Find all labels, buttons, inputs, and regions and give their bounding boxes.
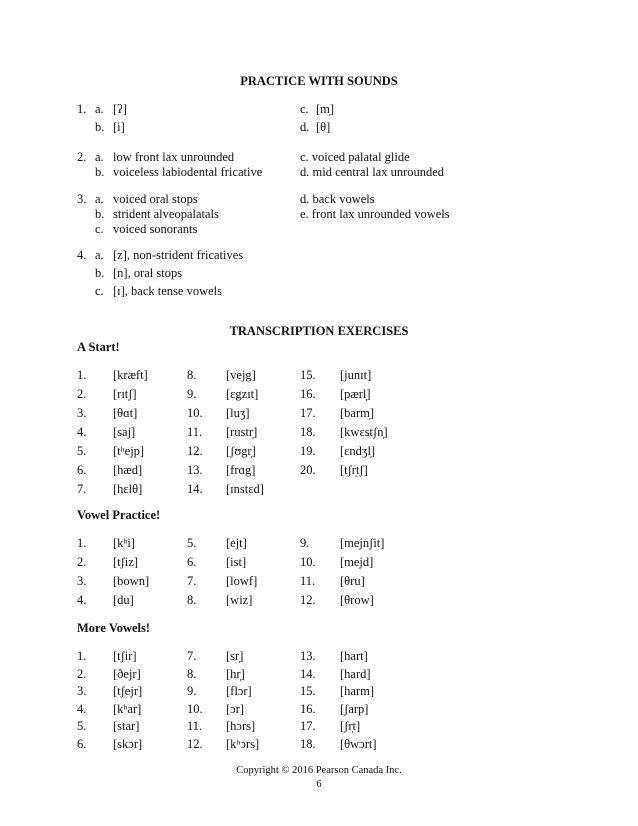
exercise-number: 4. bbox=[77, 593, 87, 607]
exercise-number: 19. bbox=[300, 444, 316, 458]
section-heading-more: More Vowels! bbox=[77, 621, 151, 635]
exercise-transcription: [hard] bbox=[340, 666, 371, 681]
practice-title: PRACTICE WITH SOUNDS bbox=[240, 74, 398, 88]
exercise-transcription: [du] bbox=[113, 593, 134, 607]
exercise-transcription: [ɔr] bbox=[226, 701, 245, 716]
q4-c-label: c. bbox=[95, 284, 104, 298]
exercise-transcription: [hr̩] bbox=[226, 666, 245, 681]
exercise-transcription: [frɑg] bbox=[226, 463, 256, 477]
q4-a-label: a. bbox=[95, 248, 104, 262]
exercise-transcription: [hɔrs] bbox=[226, 719, 256, 733]
exercise-transcription: [lowf] bbox=[226, 574, 258, 588]
exercise-transcription: [ʃʊgr̩] bbox=[226, 444, 256, 458]
exercise-number: 1. bbox=[77, 649, 87, 663]
exercise-number: 15. bbox=[300, 368, 316, 382]
q2-a-text: low front lax unrounded bbox=[113, 150, 235, 164]
page-number: 6 bbox=[316, 779, 322, 790]
exercise-transcription: [θɑt] bbox=[113, 406, 138, 420]
section-heading-vowel: Vowel Practice! bbox=[77, 508, 161, 522]
exercise-number: 8. bbox=[187, 666, 197, 681]
exercise-transcription: [tʃir] bbox=[113, 649, 137, 663]
exercise-number: 18. bbox=[300, 736, 316, 751]
exercise-transcription: [tʃejr] bbox=[113, 684, 143, 698]
exercise-transcription: [ʃarp] bbox=[340, 701, 369, 716]
exercise-transcription: [bown] bbox=[113, 574, 150, 588]
exercise-number: 17. bbox=[300, 719, 316, 733]
exercise-number: 2. bbox=[77, 666, 87, 681]
q2-a-label: a. bbox=[95, 150, 104, 164]
exercise-number: 7. bbox=[77, 482, 87, 496]
exercise-transcription: [junɪt] bbox=[340, 368, 372, 382]
exercise-number: 5. bbox=[77, 719, 87, 733]
exercise-number: 2. bbox=[77, 555, 87, 569]
exercise-transcription: [harm] bbox=[340, 684, 375, 698]
exercise-number: 8. bbox=[187, 593, 197, 607]
exercise-number: 10. bbox=[187, 701, 203, 716]
exercise-number: 12. bbox=[300, 593, 316, 607]
q3-b-label: b. bbox=[95, 207, 105, 221]
exercise-number: 13. bbox=[300, 649, 316, 663]
exercise-number: 10. bbox=[187, 406, 203, 420]
exercise-transcription: [tʃiz] bbox=[113, 555, 138, 569]
exercise-number: 8. bbox=[187, 368, 197, 382]
exercise-transcription: [skɔr] bbox=[113, 736, 143, 751]
q1-b-label: b. bbox=[95, 120, 105, 134]
exercise-number: 14. bbox=[300, 666, 316, 681]
exercise-transcription: [hɛlθ] bbox=[113, 482, 143, 496]
exercise-transcription: [kræft] bbox=[113, 368, 148, 382]
exercise-transcription: [ɛndʒl̩] bbox=[340, 444, 376, 458]
exercise-number: 17. bbox=[300, 406, 316, 420]
q1-c-text: [m̩] bbox=[316, 102, 335, 116]
q1-c-label: c. bbox=[300, 102, 309, 116]
exercise-transcription: [ist] bbox=[226, 555, 247, 569]
q2-number: 2. bbox=[77, 150, 87, 164]
q2-b-label: b. bbox=[95, 165, 105, 179]
exercise-number: 1. bbox=[77, 536, 87, 550]
exercise-transcription: [ejt] bbox=[226, 536, 247, 550]
exercise-transcription: [rustr̩] bbox=[226, 425, 258, 439]
q2-b-text: voiceless labiodental fricative bbox=[113, 165, 263, 179]
exercise-number: 14. bbox=[187, 482, 203, 496]
q4-number: 4. bbox=[77, 248, 87, 262]
exercise-transcription: [hart] bbox=[340, 649, 368, 663]
exercise-number: 4. bbox=[77, 701, 87, 716]
q4-b-text: [n], oral stops bbox=[113, 266, 183, 280]
exercise-transcription: [kwɛstʃn̩] bbox=[340, 425, 388, 439]
exercise-transcription: [vejg] bbox=[226, 368, 256, 382]
exercise-transcription: [kʰar] bbox=[113, 701, 142, 716]
exercise-number: 16. bbox=[300, 701, 316, 716]
q2-c-text: c. voiced palatal glide bbox=[300, 150, 410, 164]
exercise-number: 9. bbox=[187, 387, 197, 401]
q3-a-label: a. bbox=[95, 192, 104, 206]
q3-c-label: c. bbox=[95, 222, 104, 236]
exercise-number: 12. bbox=[187, 736, 203, 751]
section-heading-start: A Start! bbox=[77, 340, 120, 354]
exercise-number: 1. bbox=[77, 368, 87, 382]
q4-b-label: b. bbox=[95, 266, 105, 280]
copyright-notice: Copyright © 2016 Pearson Canada Inc. bbox=[236, 765, 402, 776]
exercise-number: 5. bbox=[187, 536, 197, 550]
exercise-number: 6. bbox=[77, 736, 87, 751]
q3-b-text: strident alveopalatals bbox=[113, 207, 219, 221]
exercise-number: 9. bbox=[300, 536, 310, 550]
exercise-transcription: [θru] bbox=[340, 574, 365, 588]
exercise-transcription: [hæd] bbox=[113, 463, 143, 477]
exercise-transcription: [ʃr̩t] bbox=[340, 719, 361, 733]
exercise-number: 5. bbox=[77, 444, 87, 458]
exercise-number: 20. bbox=[300, 463, 316, 477]
exercise-transcription: [mejnʃit] bbox=[340, 536, 385, 550]
exercise-number: 7. bbox=[187, 649, 197, 663]
q1-b-text: [i] bbox=[113, 120, 125, 134]
q3-number: 3. bbox=[77, 192, 87, 206]
exercise-number: 7. bbox=[187, 574, 197, 588]
exercise-number: 11. bbox=[300, 574, 316, 588]
q3-e-text: e. front lax unrounded vowels bbox=[300, 207, 450, 221]
exercise-transcription: [wiz] bbox=[226, 593, 253, 607]
exercise-number: 4. bbox=[77, 425, 87, 439]
exercise-transcription: [ɛgzɪt] bbox=[226, 387, 259, 401]
transcription-title: TRANSCRIPTION EXERCISES bbox=[229, 324, 409, 338]
q1-a-text: [ʔ] bbox=[113, 102, 127, 116]
exercise-number: 3. bbox=[77, 684, 87, 698]
exercise-transcription: [θrow] bbox=[340, 593, 374, 607]
exercise-transcription: [luʒ] bbox=[226, 406, 250, 420]
q3-d-text: d. back vowels bbox=[300, 192, 375, 206]
exercise-number: 2. bbox=[77, 387, 87, 401]
q3-c-text: voiced sonorants bbox=[113, 222, 198, 236]
exercise-transcription: [tʃr̩tʃ] bbox=[340, 463, 368, 477]
exercise-transcription: [kʰɔrs] bbox=[226, 736, 260, 751]
q2-d-text: d. mid central lax unrounded bbox=[300, 165, 445, 179]
q1-number: 1. bbox=[77, 102, 87, 116]
exercise-number: 13. bbox=[187, 463, 203, 477]
exercise-transcription: [flɔr] bbox=[226, 684, 252, 698]
exercise-transcription: [mejd] bbox=[340, 555, 374, 569]
exercise-transcription: [pærl̩] bbox=[340, 387, 371, 401]
q1-a-label: a. bbox=[95, 102, 104, 116]
exercise-number: 10. bbox=[300, 555, 316, 569]
q3-a-text: voiced oral stops bbox=[113, 192, 198, 206]
q1-d-label: d. bbox=[300, 120, 310, 134]
q4-c-text: [ɪ], back tense vowels bbox=[113, 284, 222, 298]
exercise-number: 12. bbox=[187, 444, 203, 458]
exercise-number: 6. bbox=[77, 463, 87, 477]
exercise-transcription: [θwɔrt] bbox=[340, 736, 377, 751]
q1-d-text: [θ] bbox=[316, 120, 331, 134]
exercise-transcription: [tʰejp] bbox=[113, 444, 145, 458]
exercise-transcription: [rɪtʃ] bbox=[113, 387, 137, 401]
exercise-transcription: [saj] bbox=[113, 425, 136, 439]
q4-a-text: [z], non-strident fricatives bbox=[113, 248, 244, 262]
exercise-transcription: [sr̩] bbox=[226, 649, 244, 663]
exercise-number: 6. bbox=[187, 555, 197, 569]
exercise-number: 9. bbox=[187, 684, 197, 698]
exercise-transcription: [ðejr] bbox=[113, 666, 141, 681]
exercise-number: 11. bbox=[187, 719, 203, 733]
exercise-transcription: [star] bbox=[113, 719, 140, 733]
exercise-number: 16. bbox=[300, 387, 316, 401]
exercise-number: 3. bbox=[77, 574, 87, 588]
exercise-number: 3. bbox=[77, 406, 87, 420]
exercise-transcription: [kʰi] bbox=[113, 536, 136, 550]
exercise-number: 15. bbox=[300, 684, 316, 698]
exercise-number: 11. bbox=[187, 425, 203, 439]
exercise-number: 18. bbox=[300, 425, 316, 439]
exercise-transcription: [ɪnstɛd] bbox=[226, 482, 264, 496]
exercise-transcription: [barm̩] bbox=[340, 406, 375, 420]
